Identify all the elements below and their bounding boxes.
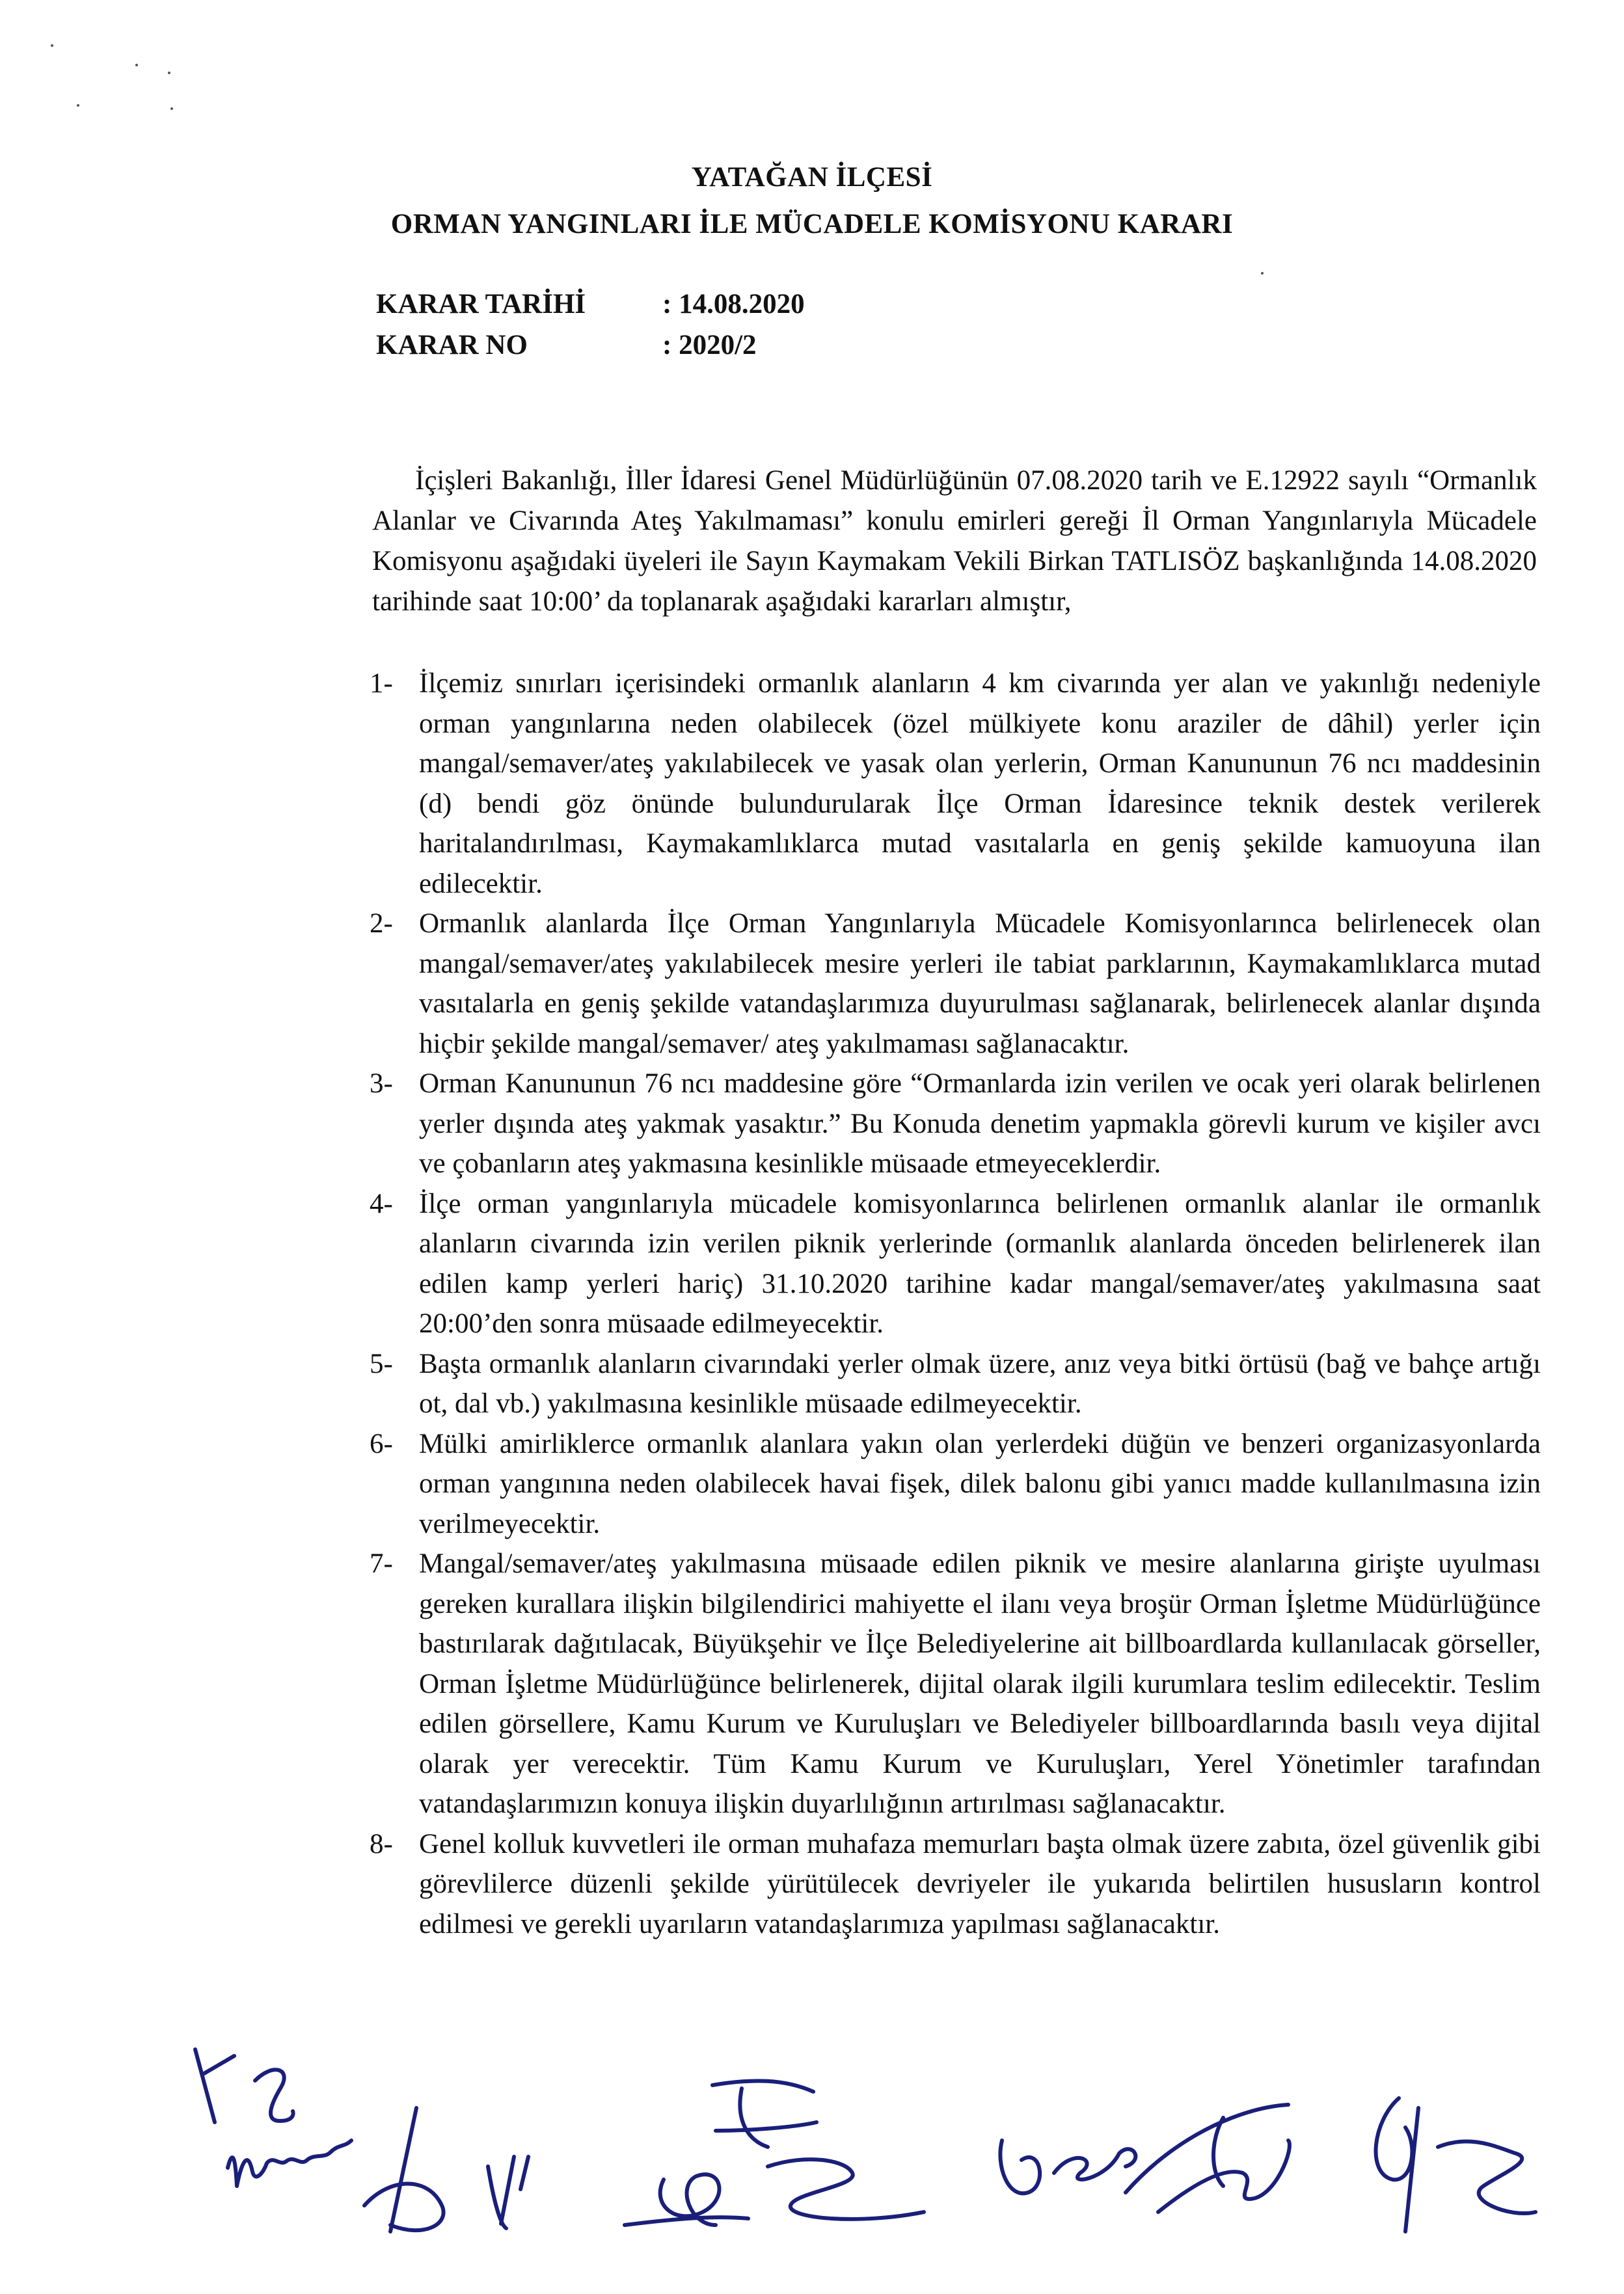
signature-3: [488, 2157, 528, 2228]
decision-date-row: [376, 288, 805, 320]
scan-speck: [1261, 272, 1264, 275]
decision-item: [370, 1344, 1541, 1424]
intro-paragraph: İçişleri Bakanlığı, İller İdaresi Genel Müdürlüğünün 07.08.2020 tarih ve E.12922 sayılı “Ormanlık Alanlar ve Civarında Ateş Yakılmaması” konulu emirleri gereği İl Orman Yangınlarıyla Mücadele Komisyonu aşağıdaki üyeleri ile Sayın Kaymakam Vekili Birkan TATLISÖZ başkanlığında 14.08.2020 tarihinde saat 10:00’ da toplanarak aşağıdaki kararları almıştır,: [372, 465, 1537, 617]
decision-item-text: Mülki amirliklerce ormanlık alanlara yakın olan yerlerdeki düğün ve benzeri organizasyonlarda orman yangınına neden olabilecek havai fişek, dilek balonu gibi yanıcı madde kullanılmasına izin verilmeyecektir.: [419, 1428, 1541, 1539]
decision-date-value: : 14.08.2020: [662, 289, 805, 319]
decision-item-number: 4-: [370, 1188, 393, 1219]
decision-item: [370, 1544, 1541, 1824]
decision-item-number: 5-: [370, 1348, 393, 1379]
decision-item-text: Orman Kanununun 76 ncı maddesine göre “Ormanlarda izin verilen ve ocak yeri olarak belirlenen yerler dışında ateş yakmak yasaktır.” Bu Konuda denetim yapmakla görevli kurum ve kişiler avcı ve çobanların ateş yakmasına kesinlikle müsaade etmeyeceklerdir.: [419, 1068, 1541, 1179]
decision-item: [370, 904, 1541, 1064]
decision-item-text: Genel kolluk kuvvetleri ile orman muhafaza memurları başta olmak üzere zabıta, özel güvenlik gibi görevlilerce düzenli şekilde yürütülecek devriyeler ile yukarıda belirtilen hususların kontrol edilmesi ve gerekli uyarıların vatandaşlarımıza yapılması sağlanacaktır.: [419, 1828, 1541, 1939]
decision-item-number: 8-: [370, 1828, 393, 1859]
decision-list: [370, 664, 1541, 1944]
signature-6: [1000, 2140, 1135, 2193]
signature-2: [364, 2108, 444, 2232]
decision-item-number: 7-: [370, 1548, 393, 1579]
decision-number-value: : 2020/2: [662, 330, 757, 360]
decision-item: [370, 664, 1541, 904]
scan-speck: [135, 64, 138, 66]
scan-speck: [77, 104, 79, 107]
scan-speck: [170, 107, 173, 110]
decision-item-number: 1-: [370, 668, 393, 699]
decision-item: [370, 1184, 1541, 1344]
decision-item: [370, 1424, 1541, 1545]
decision-item-text: İlçe orman yangınlarıyla mücadele komisyonlarınca belirlenen ormanlık alanlar ile ormanlık alanların civarında izin verilen piknik yerlerinde (ormanlık alanlarda önceden belirlenerek ilan edilen kamp yerleri hariç) 31.10.2020 tarihine kadar mangal/semaver/ateş yakılmasına saat 20:00’den sonra müsaade edilmeyecektir.: [419, 1188, 1541, 1339]
document-subtitle: ORMAN YANGINLARI İLE MÜCADELE KOMİSYONU KARARI: [390, 209, 1234, 239]
decision-item-text: Mangal/semaver/ateş yakılmasına müsaade edilen piknik ve mesire alanlarına girişte uyulması gereken kurallara ilişkin bilgilendirici mahiyette el ilanı veya broşür Orman İşletme Müdürlüğünce bastırılarak dağıtılacak, Büyükşehir ve İlçe Belediyelerine ait billboardlarda kullanılacak görseller, Orman İşletme Müdürlüğünce belirlenerek, dijital olarak ilgili kurumlara teslim edilecektir. Teslim edilen görsellere, Kamu Kurum ve Kuruluşları ve Belediyeler billboardlarında basılı veya dijital olarak yer verecektir. Tüm Kamu Kurum ve Kuruluşları, Yerel Yönetimler tarafından vatandaşlarımızın konuya ilişkin duyarlılığının artırılması sağlanacaktır.: [419, 1548, 1541, 1819]
signature-7: [1126, 2105, 1290, 2212]
decision-item: [370, 1064, 1541, 1184]
decision-item-text: İlçemiz sınırları içerisindeki ormanlık alanların 4 km civarında yer alan ve yakınlığı nedeniyle orman yangınlarına neden olabilecek (özel mülkiyete konu araziler de dâhil) yerler için mangal/semaver/ateş yakılabilecek ve yasak olan yerlerin, Orman Kanununun 76 ncı maddesinin (d) bendi göz önünde bulundurularak İlçe Orman İdaresince teknik destek verilerek haritalandırılması, Kaymakamlıklarca mutad vasıtalarla en geniş şekilde kamuoyuna ilan edilecektir.: [419, 668, 1541, 899]
scan-speck: [51, 44, 53, 47]
decision-item-number: 6-: [370, 1428, 393, 1459]
decision-item: [370, 1824, 1541, 1945]
scan-speck: [168, 72, 170, 74]
decision-item-text: Başta ormanlık alanların civarındaki yerler olmak üzere, anız veya bitki örtüsü (bağ ve bahçe artığı ot, dal vb.) yakılmasına kesinlikle müsaade edilmeyecektir.: [419, 1348, 1541, 1419]
decision-item-text: Ormanlık alanlarda İlçe Orman Yangınlarıyla Mücadele Komisyonlarınca belirlenecek olan mangal/semaver/ateş yakılabilecek mesire yerleri ile tabiat parklarının, Kaymakamlıklarca mutad vasıtalarla en geniş şekilde vatandaşlarımıza duyurulması sağlanarak, belirlenecek alanlar dışında hiçbir şekilde mangal/semaver/ ateş yakılmaması sağlanacaktır.: [419, 908, 1541, 1059]
decision-item-number: 3-: [370, 1068, 393, 1099]
signature-1: [228, 2140, 351, 2186]
decision-date-label: KARAR TARİHİ: [376, 289, 586, 319]
decision-number-label: KARAR NO: [376, 330, 528, 360]
signature-4: [625, 2081, 817, 2225]
signature-8: [1376, 2098, 1536, 2232]
document-title: YATAĞAN İLÇESİ: [691, 162, 933, 193]
decision-number-row: [376, 329, 757, 361]
handwritten-initials: [195, 2049, 293, 2122]
decision-item-number: 2-: [370, 908, 393, 939]
signature-5: [768, 2159, 924, 2219]
